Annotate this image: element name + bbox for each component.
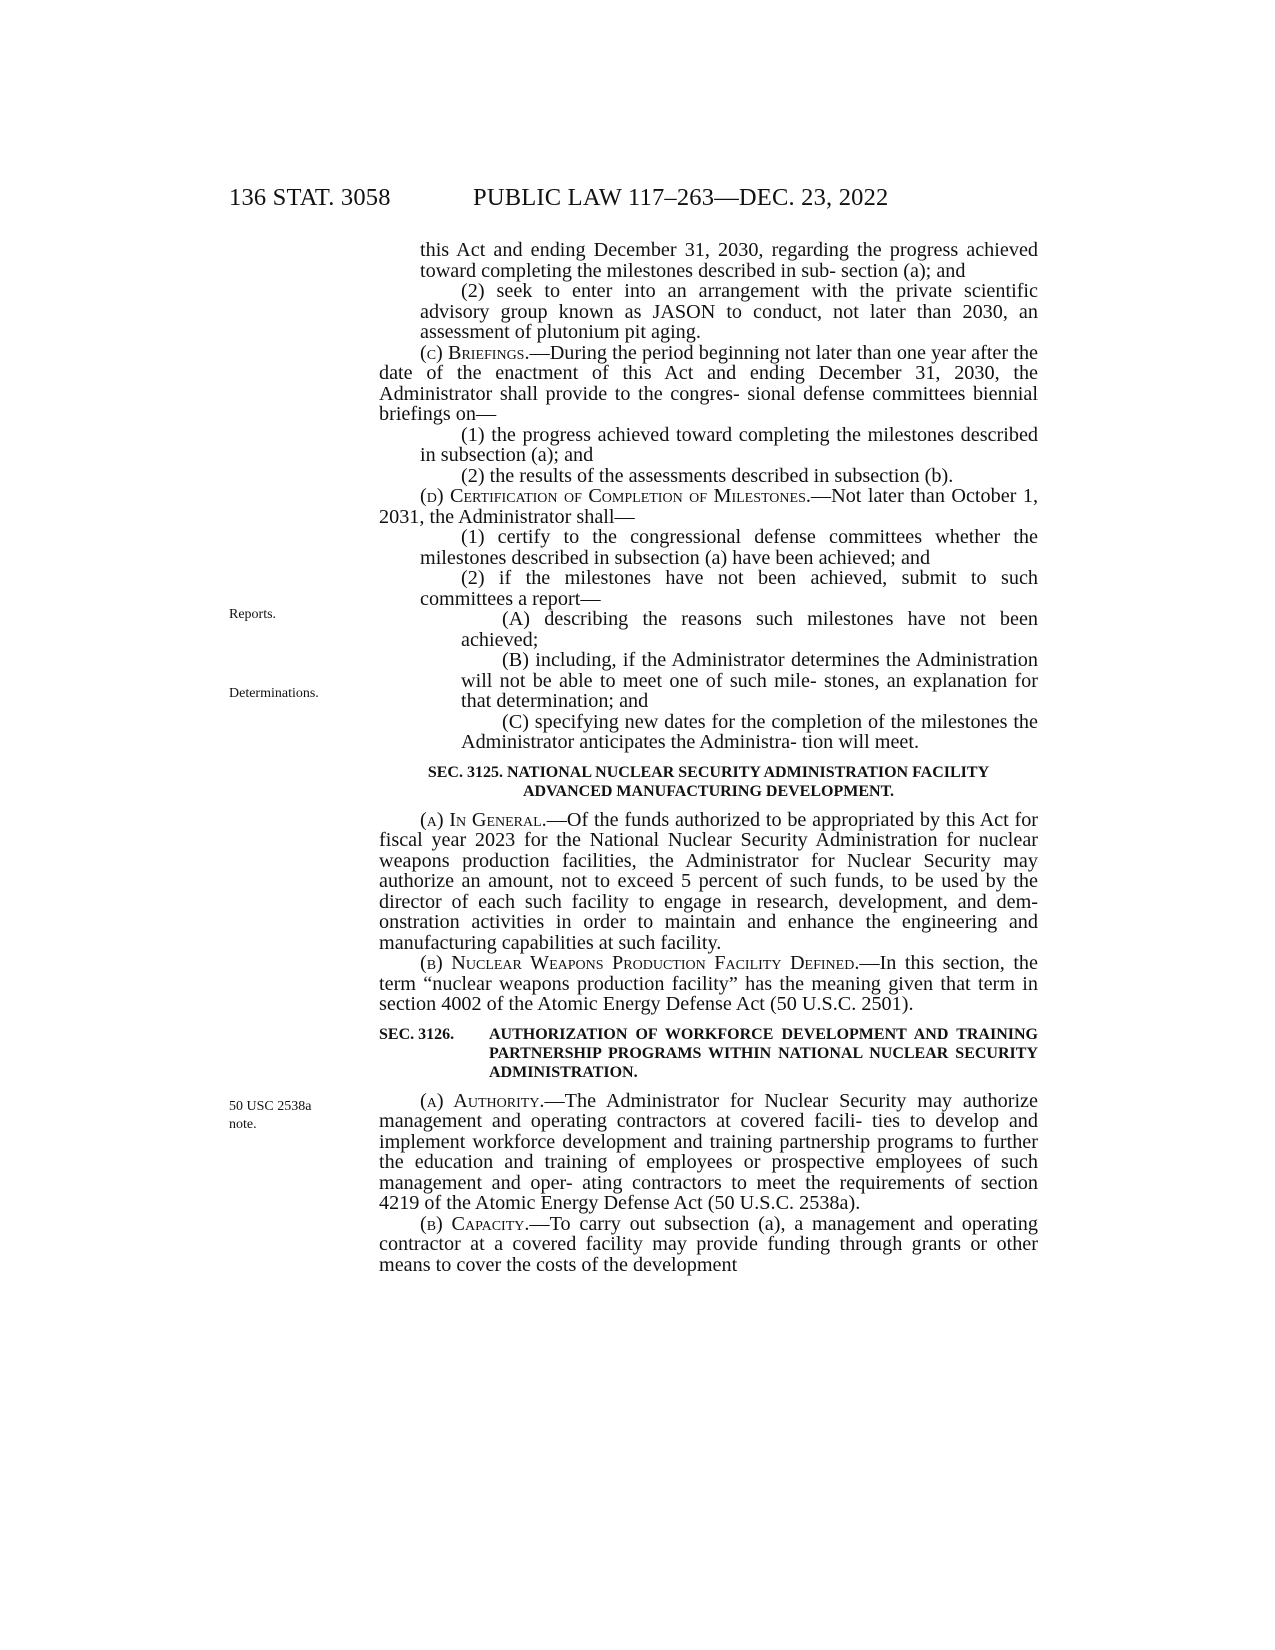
section-3126-heading [379,1025,1038,1082]
margin-note-usc-line2: note. [229,1117,257,1132]
page-header [0,184,1275,224]
section-3126-a-heading: (a) Authority. [420,1089,545,1112]
section-3125-heading-line1: SEC. 3125. NATIONAL NUCLEAR SECURITY ADMINISTRATION FACILITY [427,763,990,781]
section-3125-heading [379,763,1038,801]
main-text-column [379,240,1038,1275]
paragraph-d1: (1) certify to the congressional defense committees whether the milestones described in subsection (a) have been achieved; and [420,526,1038,569]
section-3126-b-text: —To carry out subsection (a), a management and operating contractor at a covered facility may provide funding through grants or other means to cover the costs of the development [379,1212,1038,1276]
subsection-d-text: —Not later than October 1, 2031, the Administrator shall— [379,485,1039,528]
paragraph-b2: (2) seek to enter into an arrangement with the private scientific advisory group known as JASON to conduct, not later than 2030, an assessment of plutonium pit aging. [420,280,1038,343]
subsection-c-heading: (c) Briefings. [420,341,530,364]
margin-note-usc [229,1098,311,1134]
subsection-c [379,343,1038,425]
paragraph-c2: (2) the results of the assessments described in subsection (b). [461,464,954,487]
paragraph-c1: (1) the progress achieved toward completing the milestones described in subsection (a); and [420,423,1038,466]
section-3126-number: SEC. 3126. [379,1025,455,1043]
section-3125-a-heading: (a) In General. [420,808,547,831]
margin-note-determinations: Determinations. [229,686,319,701]
subsection-d-heading: (d) Certification of Completion of Milestones. [420,485,811,507]
stat-page-number: 136 STAT. 3058 [229,184,391,211]
section-3126-a [379,1091,1038,1214]
section-3125-a [379,810,1038,954]
section-3125-b-text: —In this section, the term “nuclear weapons production facility” has the meaning given that term in section 4002 of the Atomic Energy Defense Act (50 U.S.C. 2501). [379,952,1038,1015]
section-3125-b [379,953,1038,1015]
subparagraph-dA: (A) describing the reasons such milestones have not been achieved; [461,608,1038,651]
section-3126-a-text: —The Administrator for Nuclear Security may authorize management and operating contractors at covered facili- ties to develop and implement workforce development and training partnership programs to further the education and training of employees or prospective employees of such management and oper- ating contractors to meet the requirements of section 4219 of the Atomic Energy Defense Act (50 U.S.C. 2538a). [379,1089,1038,1214]
section-3125-heading-line2: ADVANCED MANUFACTURING DEVELOPMENT. [522,782,895,800]
subsection-c-text: —During the period beginning not later than one year after the date of the enactment of this Act and ending December 31, 2030, the Administrator shall provide to the congres- sional defense committees biennial briefings on— [379,341,1038,425]
section-3126-b [379,1214,1038,1276]
section-3125-a-text: —Of the funds authorized to be appropriated by this Act for fiscal year 2023 for the National Nuclear Security Administration for nuclear weapons production facilities, the Administrator for Nuclear Security may authorize an amount, not to exceed 5 percent of such funds, to be used by the director of each such facility to engage in research, development, and dem- onstration activities in order to maintain and enhance the engineering and manufacturing capabilities at such facility. [379,808,1039,954]
subparagraph-dC: (C) specifying new dates for the completion of the milestones the Administrator anticipates the Administra- tion will meet. [461,710,1038,753]
paragraph-d2: (2) if the milestones have not been achieved, submit to such committees a report— [420,567,1038,610]
subsection-d [379,486,1038,527]
margin-note-reports: Reports. [229,607,277,622]
section-3125-b-heading: (b) Nuclear Weapons Production Facility Defined. [420,952,860,974]
section-3126-b-heading: (b) Capacity. [420,1212,530,1235]
running-head-public-law: PUBLIC LAW 117–263—DEC. 23, 2022 [473,184,889,211]
margin-note-usc-line1: 50 USC 2538a [229,1099,312,1114]
subparagraph-dB: (B) including, if the Administrator determines the Administration will not be able to meet one of such mile- stones, an explanation for that determination; and [461,649,1038,712]
section-3126-title: AUTHORIZATION OF WORKFORCE DEVELOPMENT AND TRAINING PARTNERSHIP PROGRAMS WITHIN NATIONAL NUCLEAR SECURITY ADMINISTRATION. [489,1025,1038,1081]
paragraph-continuation: this Act and ending December 31, 2030, regarding the progress achieved toward completing the milestones described in sub- section (a); and [420,239,1038,282]
